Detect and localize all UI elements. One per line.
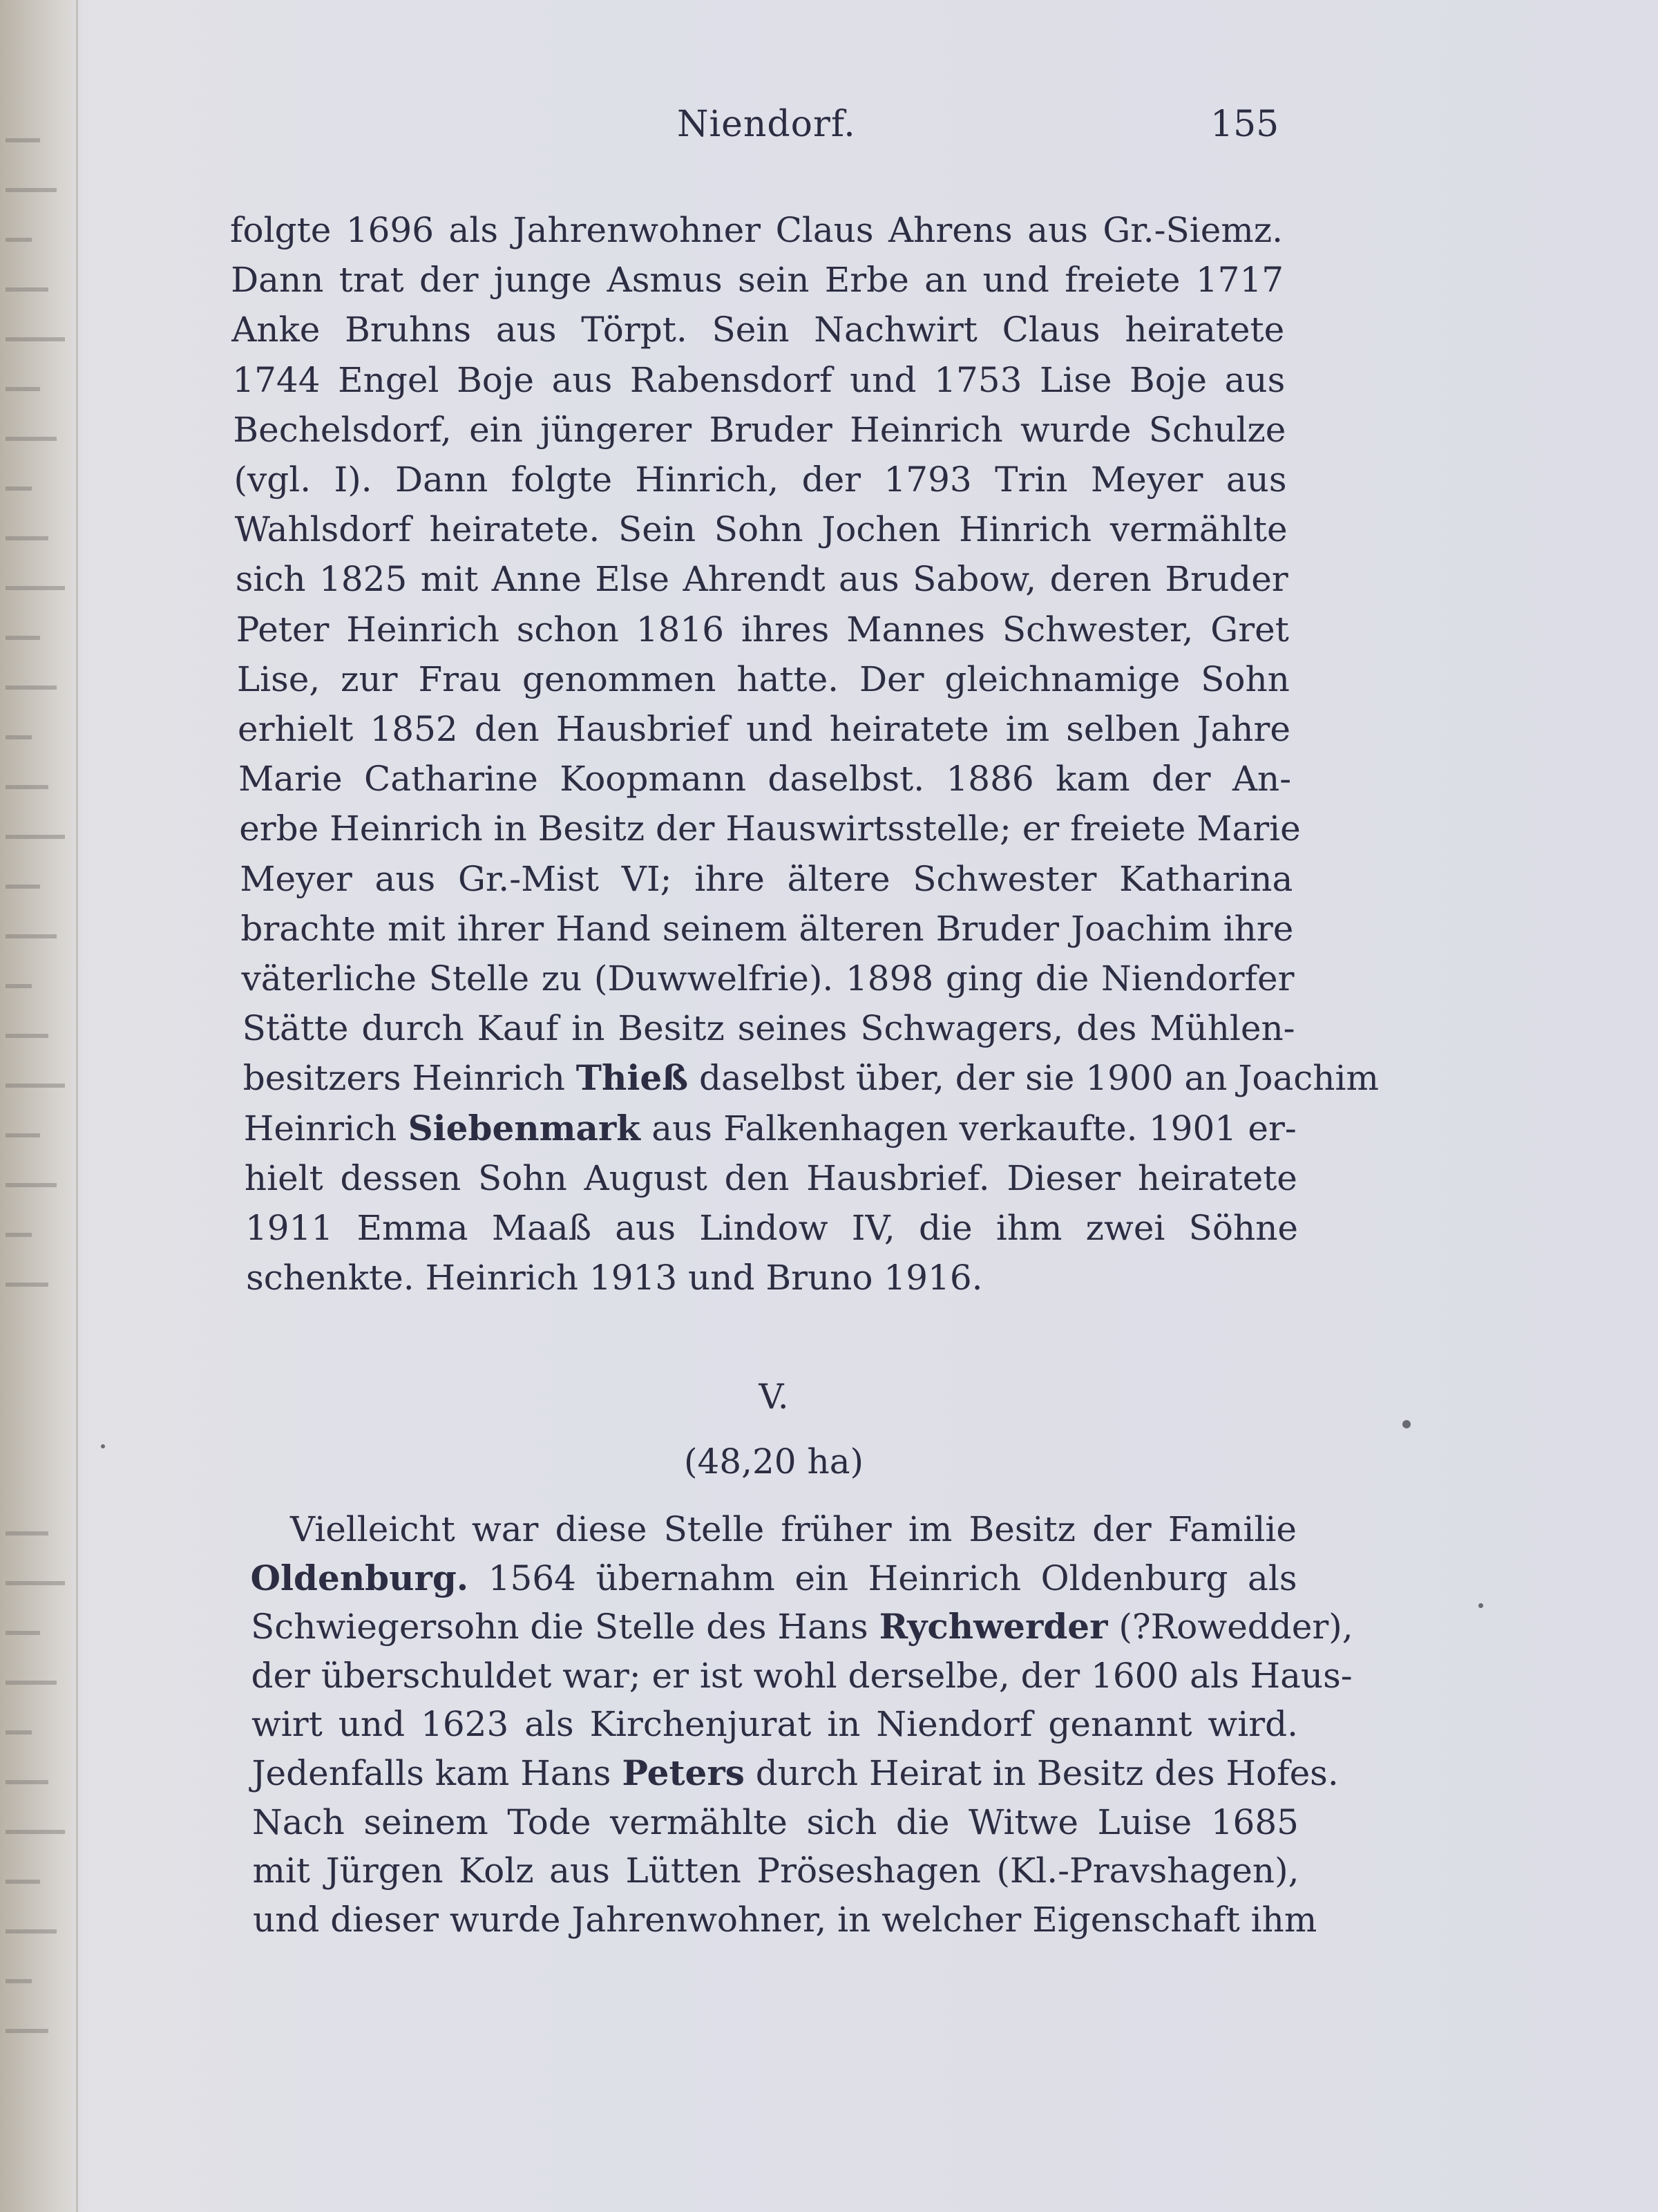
text-run: Heinrich bbox=[243, 1108, 408, 1148]
text-run: Marie Catharine Koopmann daselbst. 1886 kam der An- bbox=[238, 759, 1292, 800]
adjacent-page-line bbox=[6, 1780, 48, 1784]
text-run: Anke Bruhns aus Törpt. Sein Nachwirt Claus heiratete bbox=[231, 310, 1285, 350]
adjacent-page-line bbox=[6, 735, 32, 739]
adjacent-page-line bbox=[6, 1929, 57, 1934]
text-run: Vielleicht war diese Stelle früher im Besitz der Familie bbox=[290, 1509, 1297, 1549]
text-line bbox=[236, 607, 1289, 652]
section-number: V. bbox=[759, 1377, 789, 1417]
text-line bbox=[242, 1055, 1379, 1101]
page-header bbox=[0, 104, 1658, 159]
text-run: und dieser wurde Jahrenwohner, in welcher Eigenschaft ihm bbox=[253, 1899, 1317, 1940]
adjacent-page-line bbox=[6, 934, 57, 938]
adjacent-page-line bbox=[6, 238, 32, 242]
page-number: 155 bbox=[1210, 104, 1279, 145]
text-run: Schwiegersohn die Stelle des Hans bbox=[251, 1607, 879, 1647]
emphasized-name: Siebenmark bbox=[408, 1107, 640, 1148]
text-run: aus Falkenhagen verkaufte. 1901 er- bbox=[640, 1108, 1297, 1148]
emphasized-name: Thieß bbox=[575, 1057, 689, 1099]
adjacent-page-line bbox=[6, 1183, 57, 1187]
adjacent-page-line bbox=[6, 1880, 40, 1884]
text-run: sich 1825 mit Anne Else Ahrendt aus Sabow, deren Bruder bbox=[235, 559, 1288, 600]
adjacent-page-line bbox=[6, 1084, 65, 1088]
text-run: erhielt 1852 den Hausbrief und heiratete im selben Jahre bbox=[238, 709, 1290, 749]
text-line bbox=[231, 307, 1284, 352]
text-line bbox=[253, 1897, 1317, 1942]
paper-speck bbox=[1402, 1420, 1411, 1428]
adjacent-page-line bbox=[6, 486, 32, 491]
text-run: väterliche Stelle zu (Duwwelfrie). 1898 ging die Niendorfer bbox=[241, 958, 1295, 999]
text-line bbox=[242, 956, 1295, 1001]
adjacent-page-line bbox=[6, 1830, 65, 1834]
text-line bbox=[236, 556, 1288, 602]
adjacent-page-line bbox=[6, 785, 48, 789]
adjacent-page-line bbox=[6, 1581, 65, 1585]
text-run: besitzers Heinrich bbox=[242, 1058, 576, 1099]
adjacent-page-line bbox=[6, 885, 40, 889]
text-run: Bechelsdorf, ein jüngerer Bruder Heinrich wurde Schulze bbox=[233, 409, 1286, 450]
text-run: daselbst über, der sie 1900 an Joachim bbox=[688, 1058, 1379, 1099]
text-run: wirt und 1623 als Kirchenjurat in Niendorf genannt wird. bbox=[251, 1704, 1298, 1745]
text-run: (?Rowedder), bbox=[1107, 1607, 1353, 1647]
adjacent-page-line bbox=[6, 1730, 32, 1734]
adjacent-page-line bbox=[6, 686, 57, 690]
text-line bbox=[237, 656, 1290, 702]
text-line bbox=[239, 806, 1301, 851]
adjacent-page-line bbox=[6, 636, 40, 640]
text-run: folgte 1696 als Jahrenwohner Claus Ahrens aus Gr.-Siemz. bbox=[230, 210, 1283, 250]
adjacent-page-line bbox=[6, 188, 57, 192]
adjacent-page-line bbox=[6, 1979, 32, 1983]
adjacent-page-line bbox=[6, 1133, 40, 1137]
text-line bbox=[231, 257, 1284, 303]
text-run: der überschuldet war; er ist wohl derselbe, der 1600 als Haus- bbox=[251, 1655, 1353, 1696]
adjacent-page-line bbox=[6, 1631, 40, 1635]
text-line bbox=[245, 1155, 1297, 1201]
text-line bbox=[234, 457, 1287, 502]
text-run: Nach seinem Tode vermählte sich die Witwe Luise 1685 bbox=[252, 1802, 1299, 1842]
text-run: brachte mit ihrer Hand seinem älteren Bruder Joachim ihre bbox=[240, 908, 1294, 949]
text-line bbox=[253, 1848, 1299, 1893]
text-line bbox=[242, 1005, 1295, 1051]
text-run: Wahlsdorf heiratete. Sein Sohn Jochen Hinrich vermählte bbox=[234, 509, 1288, 550]
text-run: 1744 Engel Boje aus Rabensdorf und 1753 Lise Boje aus bbox=[232, 359, 1286, 400]
emphasized-name: Oldenburg. bbox=[250, 1557, 469, 1598]
text-line bbox=[238, 706, 1290, 752]
text-run: (vgl. I). Dann folgte Hinrich, der 1793 Trin Meyer aus bbox=[234, 460, 1287, 500]
adjacent-page-line bbox=[6, 1681, 57, 1685]
adjacent-page-line bbox=[6, 1034, 48, 1038]
text-line bbox=[251, 1750, 1339, 1796]
text-line bbox=[240, 906, 1293, 952]
running-title: Niendorf. bbox=[677, 104, 856, 145]
text-line bbox=[244, 1106, 1297, 1151]
adjacent-page-line bbox=[6, 437, 57, 441]
text-run: schenkte. Heinrich 1913 und Bruno 1916. bbox=[246, 1258, 983, 1298]
adjacent-page-line bbox=[6, 586, 65, 590]
text-run: Dann trat der junge Asmus sein Erbe an und freiete 1717 bbox=[231, 260, 1284, 301]
emphasized-name: Peters bbox=[622, 1752, 745, 1793]
text-line bbox=[251, 1604, 1353, 1649]
adjacent-page-line bbox=[6, 2029, 48, 2033]
text-line bbox=[240, 856, 1293, 902]
text-line bbox=[252, 1799, 1299, 1845]
paper-speck bbox=[1478, 1603, 1483, 1608]
text-line bbox=[290, 1506, 1297, 1552]
text-run: Stätte durch Kauf in Besitz seines Schwagers, des Mühlen- bbox=[242, 1008, 1295, 1049]
text-run: Lise, zur Frau genommen hatte. Der gleichnamige Sohn bbox=[236, 659, 1290, 699]
adjacent-page-line bbox=[6, 1233, 32, 1237]
adjacent-page-line bbox=[6, 287, 48, 292]
text-run: Meyer aus Gr.-Mist VI; ihre ältere Schwester Katharina bbox=[240, 858, 1293, 899]
text-line bbox=[238, 756, 1291, 802]
adjacent-page-line bbox=[6, 337, 65, 341]
adjacent-page-line bbox=[6, 1531, 48, 1535]
text-run: erbe Heinrich in Besitz der Hauswirtsstelle; er freiete Marie bbox=[239, 809, 1301, 849]
text-line bbox=[251, 1701, 1298, 1747]
emphasized-name: Rychwerder bbox=[879, 1606, 1108, 1647]
adjacent-page-line bbox=[6, 387, 40, 391]
text-line bbox=[251, 1653, 1353, 1699]
text-run: durch Heirat in Besitz des Hofes. bbox=[744, 1753, 1339, 1793]
text-run: Jedenfalls kam Hans bbox=[251, 1753, 622, 1793]
text-line bbox=[246, 1255, 1299, 1301]
page-edge bbox=[76, 0, 78, 2212]
text-run: hielt dessen Sohn August den Hausbrief. Dieser heiratete bbox=[244, 1157, 1297, 1198]
adjacent-page-line bbox=[6, 1283, 48, 1287]
text-run: 1911 Emma Maaß aus Lindow IV, die ihm zwei Söhne bbox=[245, 1208, 1298, 1248]
text-line bbox=[233, 407, 1286, 453]
paper-speck bbox=[101, 1444, 105, 1448]
text-run: 1564 übernahm ein Heinrich Oldenburg als bbox=[468, 1558, 1297, 1598]
adjacent-page-line bbox=[6, 984, 32, 988]
text-line bbox=[245, 1205, 1298, 1251]
text-line bbox=[235, 507, 1288, 552]
section-area: (48,20 ha) bbox=[683, 1441, 864, 1482]
text-run: Peter Heinrich schon 1816 ihres Mannes Schwester, Gret bbox=[236, 609, 1289, 650]
adjacent-page-line bbox=[6, 835, 65, 839]
text-line bbox=[251, 1556, 1297, 1601]
text-run: mit Jürgen Kolz aus Lütten Pröseshagen (Kl.-Pravshagen), bbox=[252, 1851, 1299, 1891]
adjacent-page-line bbox=[6, 536, 48, 540]
text-line bbox=[232, 357, 1285, 403]
text-line bbox=[230, 207, 1283, 253]
